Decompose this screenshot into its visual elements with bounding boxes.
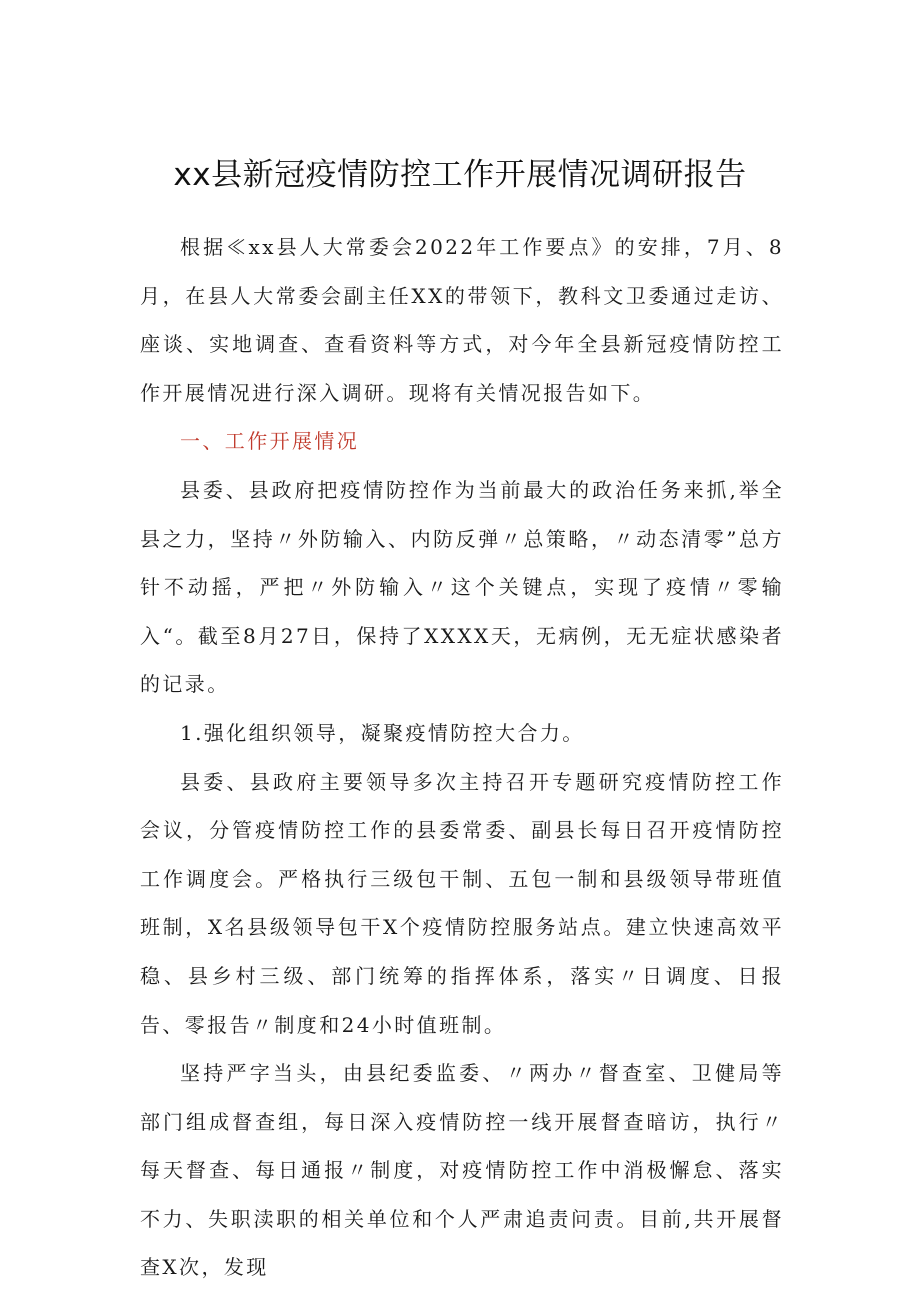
- document-title: xx县新冠疫情防控工作开展情况调研报告: [173, 157, 747, 193]
- supervision-paragraph: 坚持严字当头，由县纪委监委、〃两办〃督查室、卫健局等部门组成督查组，每日深入疫情防控一线开展督查暗访，执行〃每天督查、每日通报〃制度，对疫情防控工作中消极懈怠、落实不力、失职渎职的相关单位和个人严肃追责问责。目前,共开展督查X次，发现: [140, 1061, 784, 1280]
- subsection-heading-organization: 1.强化组织领导，凝聚疫情防控大合力。: [180, 720, 585, 745]
- section-heading-work-status: 一、工作开展情况: [180, 429, 360, 454]
- intro-paragraph: 根据≪xx县人大常委会2022年工作要点》的安排，7月、8月，在县人大常委会副主任XX的带领下，教科文卫委通过走访、座谈、实地调查、查看资料等方式，对今年全县新冠疫情防控工作开展情况进行深入调研。现将有关情况报告如下。: [140, 235, 784, 405]
- leadership-paragraph: 县委、县政府主要领导多次主持召开专题研究疫情防控工作会议，分管疫情防控工作的县委常委、副县长每日召开疫情防控工作调度会。严格执行三级包干制、五包一制和县级领导带班值班制，X名县级领导包干X个疫情防控服务站点。建立快速高效平稳、县乡村三级、部门统筹的指挥体系，落实〃日调度、日报告、零报告〃制度和24小时值班制。: [140, 769, 784, 1037]
- document-body: [140, 223, 784, 1292]
- overview-paragraph: 县委、县政府把疫情防控作为当前最大的政治任务来抓,举全县之力，坚持〃外防输入、内防反弹〃总策略，〃动态清零”总方针不动摇，严把〃外防输入〃这个关键点，实现了疫情〃零输入“。截至8月27日，保持了XXXX天，无病例，无无症状感染者的记录。: [140, 477, 784, 697]
